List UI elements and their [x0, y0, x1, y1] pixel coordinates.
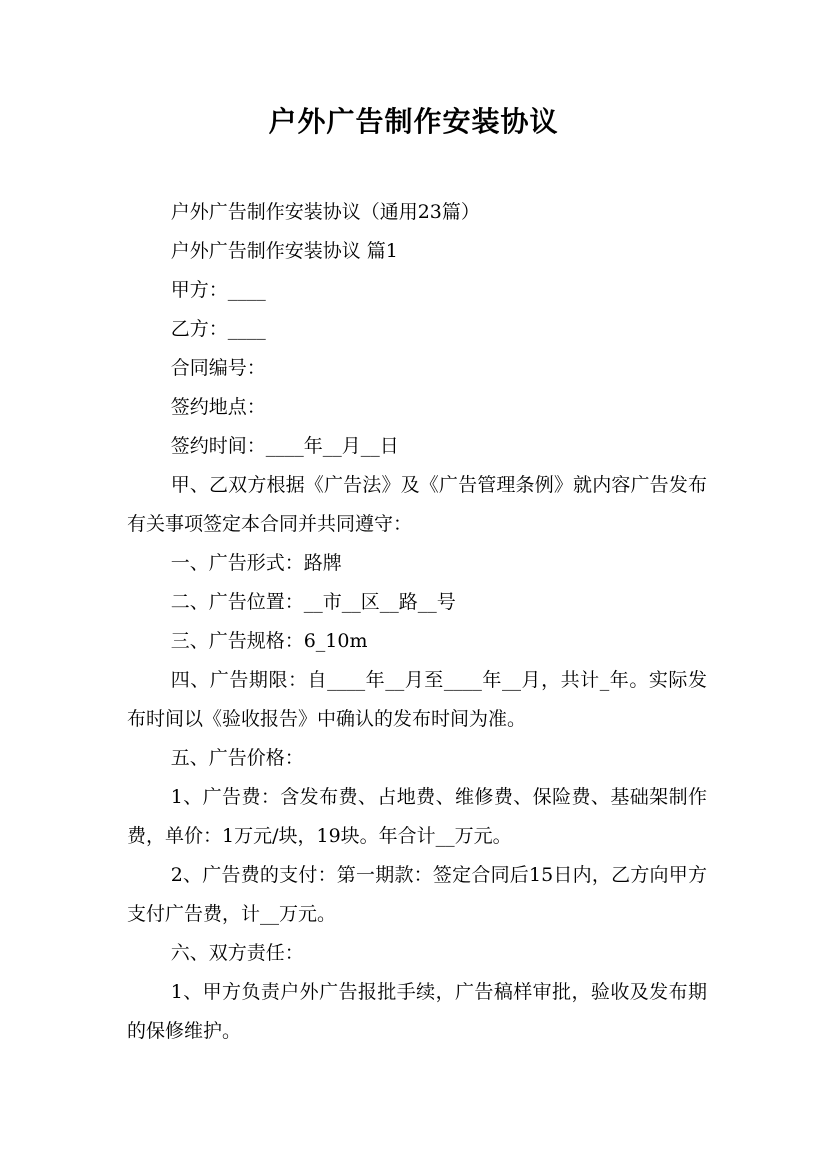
paragraph-section-heading: 户外广告制作安装协议 篇1 [170, 240, 398, 262]
clause-fee-payment: 2、广告费的支付：第一期款：签定合同后15日内，乙方向甲方支付广告费，计__万元。 [127, 864, 707, 925]
signing-place-line: 签约地点： [170, 396, 266, 418]
clause-ad-period: 四、广告期限：自____年__月至____年__月，共计_年。实际发布时间以《验收报告》中确认的发布时间为准。 [127, 669, 707, 730]
preamble-paragraph: 甲、乙双方根据《广告法》及《广告管理条例》就内容广告发布有关事项签定本合同并共同遵守： [127, 474, 707, 535]
clause-ad-location: 二、广告位置：__市__区__路__号 [170, 591, 456, 613]
clause-ad-size: 三、广告规格：6_10m [170, 630, 368, 652]
clause-ad-fee: 1、广告费：含发布费、占地费、维修费、保险费、基础架制作费，单价：1万元/块，19块。年合计__万元。 [127, 786, 707, 847]
document-title: 户外广告制作安装协议 [268, 105, 559, 138]
signing-time-line: 签约时间：____年__月__日 [170, 435, 399, 457]
clause-ad-price: 五、广告价格： [170, 747, 304, 769]
clause-ad-form: 一、广告形式：路牌 [170, 552, 342, 574]
clause-responsibilities: 六、双方责任： [170, 942, 304, 964]
party-a-line: 甲方：____ [170, 279, 266, 301]
contract-number-line: 合同编号： [170, 357, 266, 379]
clause-party-a-duty: 1、甲方负责户外广告报批手续，广告稿样审批，验收及发布期的保修维护。 [127, 981, 707, 1042]
party-b-line: 乙方：____ [170, 318, 266, 340]
document-body [127, 193, 707, 1051]
paragraph-subtitle: 户外广告制作安装协议（通用23篇） [170, 201, 480, 223]
